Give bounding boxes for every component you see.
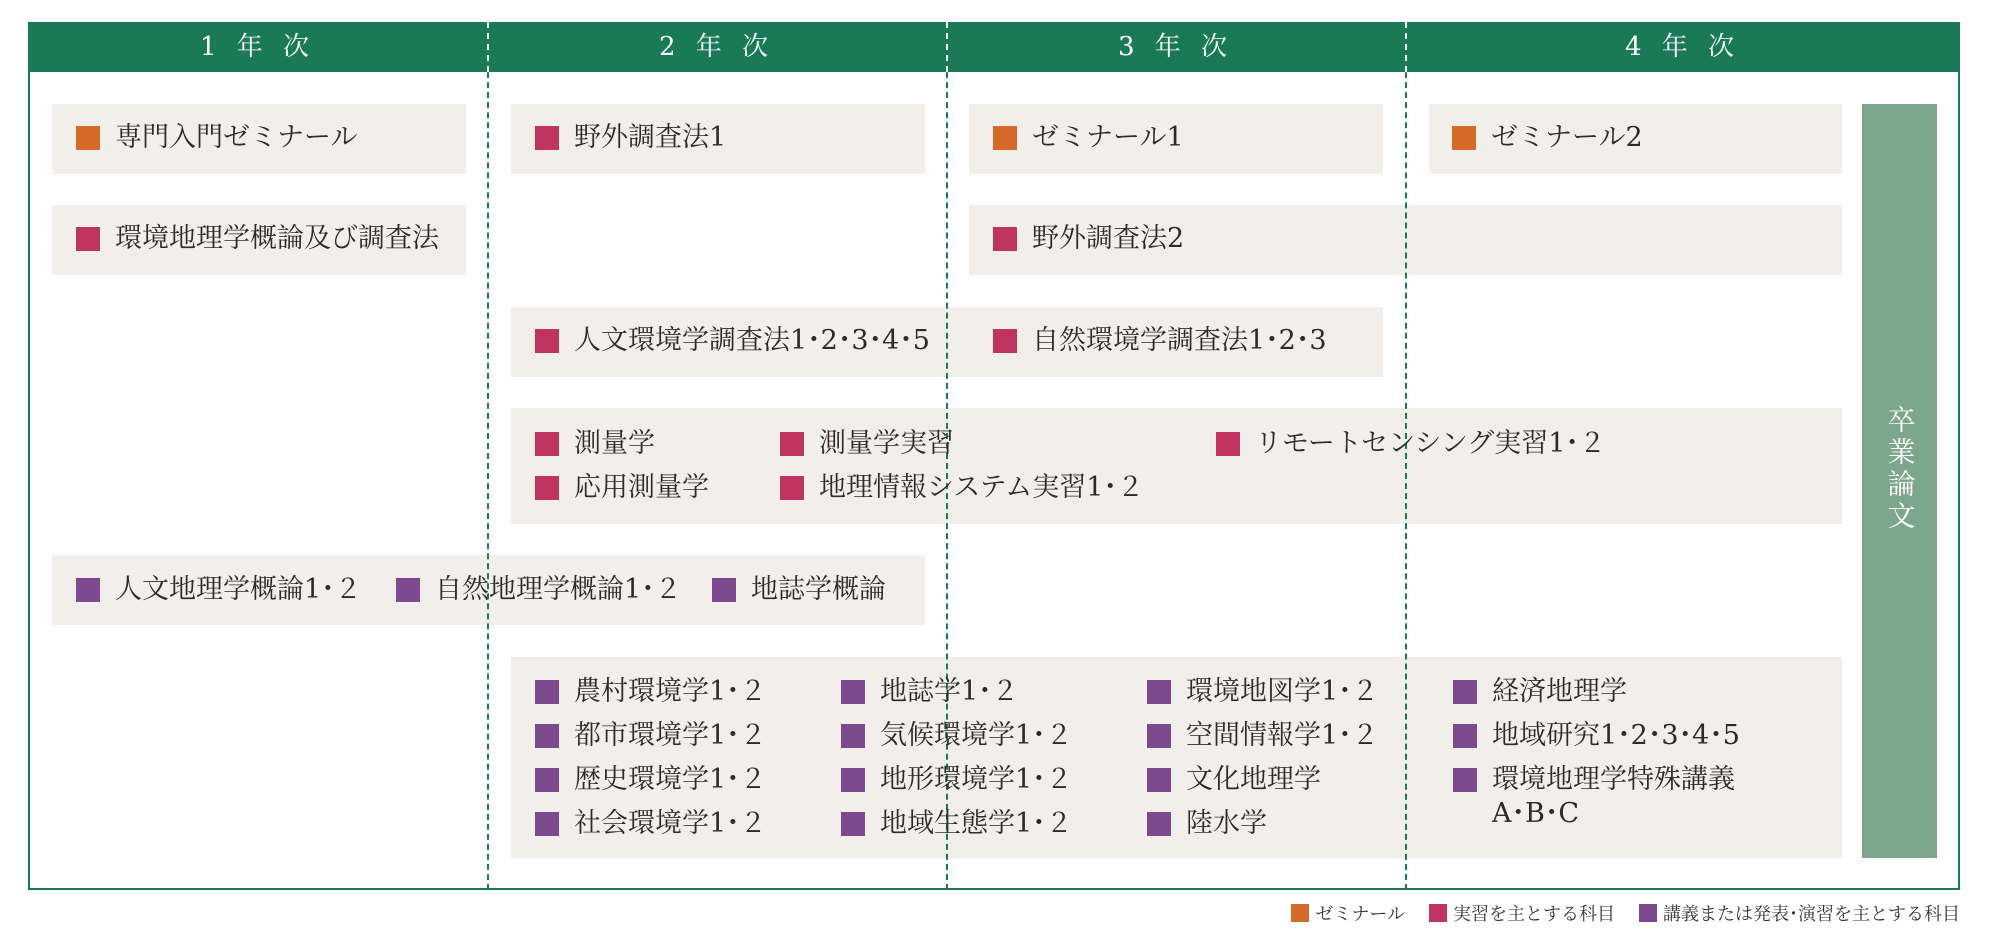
lecture-marker: [535, 768, 559, 792]
course-rekishi: [535, 763, 767, 797]
year-divider-header-1: [487, 22, 489, 72]
course-label: 測量学: [574, 428, 655, 459]
course-label: 専門入門ゼミナール: [115, 122, 358, 153]
course-label: 農村環境学1･２: [574, 676, 767, 707]
course-bunka: [1147, 763, 1321, 797]
course-kankyo-gairon: [76, 222, 439, 256]
course-sokuryo-jisshu: [780, 427, 954, 461]
course-yagai1: [535, 121, 726, 155]
lecture-marker: [841, 724, 865, 748]
course-shakai: [535, 807, 767, 841]
course-label: 地域生態学1･２: [880, 808, 1073, 839]
practice-marker: [535, 476, 559, 500]
course-remote: [1216, 427, 1606, 461]
course-label: 地理情報システム実習1･２: [819, 472, 1144, 503]
course-rikusui: [1147, 807, 1267, 841]
practice-marker: [535, 329, 559, 353]
legend-seminar-label: ゼミナール: [1315, 904, 1405, 925]
course-label: 歴史環境学1･２: [574, 764, 767, 795]
practice-marker: [993, 329, 1017, 353]
course-label: 陸水学: [1186, 808, 1267, 839]
course-chishi: [841, 675, 1019, 709]
lecture-marker: [1147, 812, 1171, 836]
course-chikei: [841, 763, 1073, 797]
lecture-marker: [1147, 680, 1171, 704]
course-seitai: [841, 807, 1073, 841]
legend-item-seminar: [1291, 900, 1405, 926]
course-senmon-nyumon: [76, 121, 357, 155]
course-label: 環境地図学1･２: [1186, 676, 1379, 707]
course-label: ゼミナール2: [1491, 122, 1643, 153]
course-label: 野外調査法1: [574, 122, 727, 153]
practice-marker: [535, 432, 559, 456]
lecture-swatch: [1639, 904, 1657, 922]
lecture-marker: [1147, 724, 1171, 748]
course-jinbun-gairon: [76, 573, 362, 607]
course-shizen-chosa: [993, 324, 1327, 358]
course-label: 人文地理学概論1･２: [115, 574, 362, 605]
year-divider-header-2: [946, 22, 948, 72]
practice-swatch: [1429, 904, 1447, 922]
course-label: 応用測量学: [574, 472, 709, 503]
year-4-label: 4 年 次: [1624, 32, 1741, 62]
seminar-marker: [993, 126, 1017, 150]
legend-lecture-label: 講義または発表･演習を主とする科目: [1663, 904, 1960, 925]
course-label: 文化地理学: [1186, 764, 1321, 795]
lecture-marker: [535, 724, 559, 748]
legend-practice-label: 実習を主とする科目: [1453, 904, 1615, 925]
band-sokuryo: [511, 408, 1842, 524]
seminar-marker: [76, 126, 100, 150]
course-label: 野外調査法2: [1032, 223, 1185, 254]
course-kankyo-chizu: [1147, 675, 1379, 709]
practice-marker: [780, 476, 804, 500]
course-label: 環境地理学特殊講義 A･B･C: [1492, 764, 1735, 829]
course-label: 自然環境学調査法1･2･3: [1032, 325, 1327, 356]
course-label: 気候環境学1･２: [880, 720, 1073, 751]
course-kukan: [1147, 719, 1379, 753]
year-1-label: 1 年 次: [199, 32, 316, 62]
lecture-marker: [1453, 680, 1477, 704]
course-chiiki-kenkyu: [1453, 719, 1740, 753]
year-3-label: 3 年 次: [1117, 32, 1234, 62]
lecture-marker: [535, 812, 559, 836]
course-label: 都市環境学1･２: [574, 720, 767, 751]
course-label: 地形環境学1･２: [880, 764, 1073, 795]
course-kiko: [841, 719, 1073, 753]
course-label: 環境地理学概論及び調査法: [115, 223, 439, 254]
legend-item-lecture: [1639, 900, 1960, 926]
course-label: 経済地理学: [1492, 676, 1627, 707]
lecture-marker: [841, 680, 865, 704]
course-label: 人文環境学調査法1･2･3･4･5: [574, 325, 930, 356]
practice-marker: [780, 432, 804, 456]
year-2-label: 2 年 次: [658, 32, 775, 62]
course-label: ゼミナール1: [1032, 122, 1184, 153]
year-divider-header-3: [1405, 22, 1407, 72]
course-label: 地域研究1･2･3･4･5: [1492, 720, 1740, 751]
course-shizen-gairon: [396, 573, 682, 607]
course-toshi: [535, 719, 767, 753]
course-label: 地誌学1･２: [880, 676, 1019, 707]
lecture-marker: [396, 578, 420, 602]
course-label: 地誌学概論: [751, 574, 886, 605]
legend: [1267, 900, 1960, 926]
course-label: リモートセンシング実習1･２: [1255, 428, 1606, 459]
lecture-marker: [1453, 768, 1477, 792]
course-chishi-gairon: [712, 573, 886, 607]
lecture-marker: [76, 578, 100, 602]
course-sokuryo: [535, 427, 655, 461]
year-divider-1-2: [487, 22, 489, 890]
course-label: 自然地理学概論1･２: [435, 574, 682, 605]
course-gis: [780, 471, 1144, 505]
course-seminar2: [1452, 121, 1643, 155]
course-jinbun-chosa: [535, 324, 930, 358]
lecture-marker: [841, 768, 865, 792]
course-tokushu: [1453, 763, 1735, 831]
course-keizai: [1453, 675, 1627, 709]
course-oyo-sokuryo: [535, 471, 709, 505]
seminar-swatch: [1291, 904, 1309, 922]
course-yagai2: [993, 222, 1184, 256]
seminar-marker: [1452, 126, 1476, 150]
practice-marker: [1216, 432, 1240, 456]
lecture-marker: [1453, 724, 1477, 748]
course-seminar1: [993, 121, 1184, 155]
lecture-marker: [712, 578, 736, 602]
course-label: 社会環境学1･２: [574, 808, 767, 839]
lecture-marker: [1147, 768, 1171, 792]
course-label: 測量学実習: [819, 428, 954, 459]
graduation-thesis-label: 卒業論文: [1883, 405, 1917, 533]
practice-marker: [535, 126, 559, 150]
practice-marker: [993, 227, 1017, 251]
course-label: 空間情報学1･２: [1186, 720, 1379, 751]
practice-marker: [76, 227, 100, 251]
lecture-marker: [535, 680, 559, 704]
course-noson: [535, 675, 767, 709]
legend-item-practice: [1429, 900, 1615, 926]
lecture-marker: [841, 812, 865, 836]
